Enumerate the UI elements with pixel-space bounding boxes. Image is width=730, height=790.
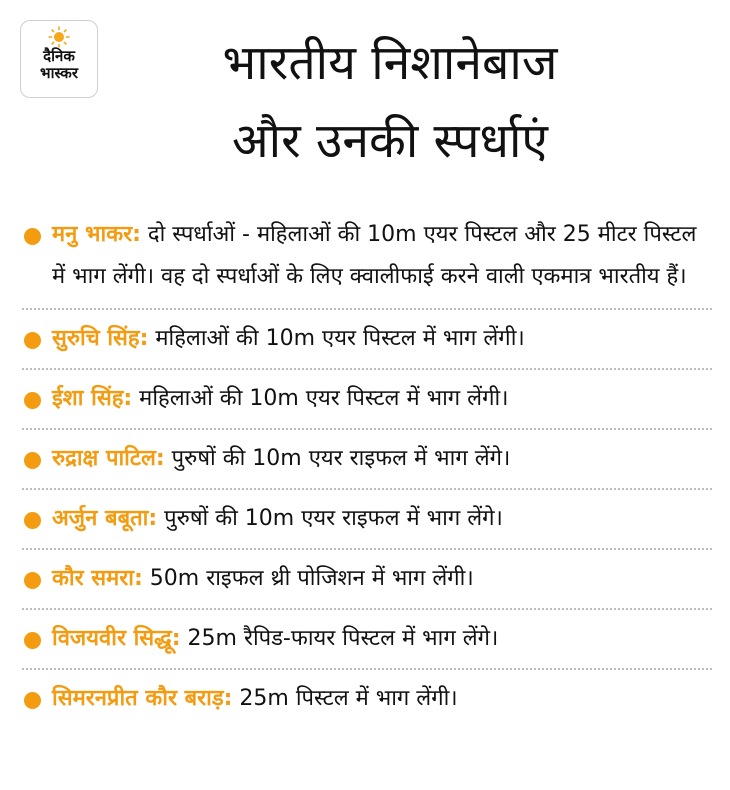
bullet-icon: [24, 452, 41, 469]
logo-text-line1: दैनिक: [43, 47, 75, 65]
shooter-event: पुरुषों की 10m एयर राइफल में भाग लेंगे।: [164, 446, 511, 471]
shooter-event: 25m पिस्टल में भाग लेंगी।: [232, 686, 458, 711]
list-item: [22, 610, 712, 670]
list-item: [22, 550, 712, 610]
shooter-event: पुरुषों की 10m एयर राइफल में भाग लेंगे।: [157, 506, 503, 531]
list-item: [22, 310, 712, 370]
shooter-name: विजयवीर सिद्धू:: [52, 626, 181, 651]
sun-icon: [48, 26, 70, 48]
shooter-event: 25m रैपिड-फायर पिस्टल में भाग लेंगे।: [180, 626, 499, 651]
list-item: [22, 490, 712, 550]
bullet-icon: [24, 572, 41, 589]
shooter-name: ईशा सिंह:: [52, 386, 133, 411]
shooter-list: [22, 210, 712, 724]
bullet-icon: [24, 512, 41, 529]
bullet-icon: [24, 632, 41, 649]
shooter-name: सिमरनप्रीत कौर बराड़:: [52, 686, 233, 711]
bullet-icon: [24, 332, 41, 349]
list-item: [22, 210, 712, 310]
shooter-event: महिलाओं की 10m एयर पिस्टल में भाग लेंगी।: [132, 386, 509, 411]
list-item: [22, 430, 712, 490]
shooter-name: सुरुचि सिंह:: [52, 326, 149, 351]
shooter-event: महिलाओं की 10m एयर पिस्टल में भाग लेंगी।: [148, 326, 525, 351]
shooter-event: दो स्पर्धाओं - महिलाओं की 10m एयर पिस्टल और 25 मीटर पिस्टल में भाग लेंगी। वह दो स्पर्धाओं के लिए क्वालीफाई करने वाली एकमात्र भारतीय हैं।: [52, 222, 697, 289]
dainik-bhaskar-logo: [20, 20, 98, 98]
logo-text-line2: भास्कर: [40, 64, 78, 82]
shooter-name: कौर समरा:: [52, 566, 143, 591]
shooter-name: अर्जुन बबूता:: [52, 506, 158, 531]
title-line-1: भारतीय निशानेबाज: [222, 35, 558, 91]
page-title: [110, 24, 670, 180]
list-item: [22, 370, 712, 430]
shooter-event: 50m राइफल थ्री पोजिशन में भाग लेंगी।: [142, 566, 474, 591]
shooter-name: मनु भाकर:: [52, 222, 141, 247]
bullet-icon: [24, 392, 41, 409]
title-line-2: और उनकी स्पर्धाएं: [232, 113, 548, 169]
bullet-icon: [24, 228, 41, 245]
bullet-icon: [24, 692, 41, 709]
shooter-name: रुद्राक्ष पाटिल:: [52, 446, 165, 471]
list-item: [22, 670, 712, 724]
